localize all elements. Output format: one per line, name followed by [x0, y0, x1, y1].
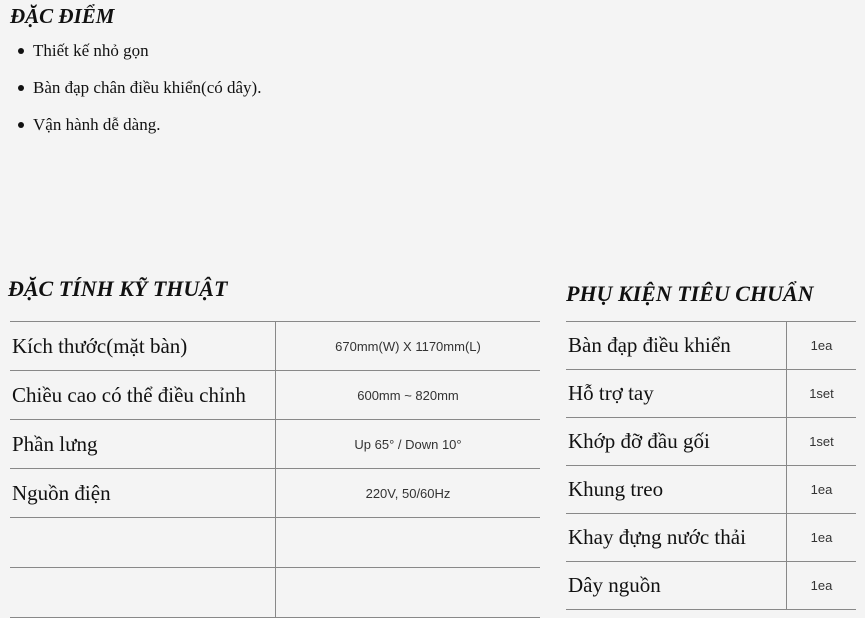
bullet-icon [18, 122, 24, 128]
spec-label [10, 568, 276, 618]
table-row [10, 568, 540, 618]
list-item [18, 114, 261, 151]
table-row [10, 518, 540, 568]
feature-text: Bàn đạp chân điều khiển(có dây). [33, 78, 262, 97]
table-row [10, 420, 540, 469]
spec-label [10, 518, 276, 568]
list-item [18, 40, 261, 77]
table-row [566, 370, 856, 418]
table-row [10, 322, 540, 371]
table-row [566, 322, 856, 370]
spec-value: 600mm ~ 820mm [276, 371, 541, 420]
accessory-label: Khớp đỡ đầu gối [566, 418, 787, 466]
accessory-label: Dây nguồn [566, 562, 787, 610]
accessory-qty: 1ea [787, 322, 857, 370]
features-heading: ĐẶC ĐIỂM [10, 4, 115, 28]
accessory-qty: 1ea [787, 466, 857, 514]
table-row [10, 469, 540, 518]
accessory-qty: 1ea [787, 514, 857, 562]
table-row [10, 371, 540, 420]
table-row [566, 466, 856, 514]
spec-label: Phần lưng [10, 420, 276, 469]
spec-label: Nguồn điện [10, 469, 276, 518]
spec-value: Up 65° / Down 10° [276, 420, 541, 469]
accessory-label: Hỗ trợ tay [566, 370, 787, 418]
accessory-qty: 1set [787, 418, 857, 466]
feature-text: Vận hành dễ dàng. [33, 115, 161, 134]
list-item [18, 77, 261, 114]
accessory-label: Khay đựng nước thải [566, 514, 787, 562]
accessory-label: Bàn đạp điều khiển [566, 322, 787, 370]
spec-label: Chiều cao có thể điều chỉnh [10, 371, 276, 420]
spec-label: Kích thước(mặt bàn) [10, 322, 276, 371]
accessory-label: Khung treo [566, 466, 787, 514]
accessory-qty: 1set [787, 370, 857, 418]
features-list [18, 40, 261, 151]
table-row [566, 418, 856, 466]
table-row [566, 514, 856, 562]
specs-table [10, 321, 540, 618]
bullet-icon [18, 48, 24, 54]
spec-value [276, 568, 541, 618]
bullet-icon [18, 85, 24, 91]
accessories-table [566, 321, 856, 610]
table-row [566, 562, 856, 610]
spec-value: 670mm(W) X 1170mm(L) [276, 322, 541, 371]
spec-value: 220V, 50/60Hz [276, 469, 541, 518]
feature-text: Thiết kế nhỏ gọn [33, 41, 149, 60]
spec-value [276, 518, 541, 568]
accessories-heading: PHỤ KIỆN TIÊU CHUẨN [566, 281, 814, 306]
accessory-qty: 1ea [787, 562, 857, 610]
specs-heading: ĐẶC TÍNH KỸ THUẬT [8, 276, 228, 301]
